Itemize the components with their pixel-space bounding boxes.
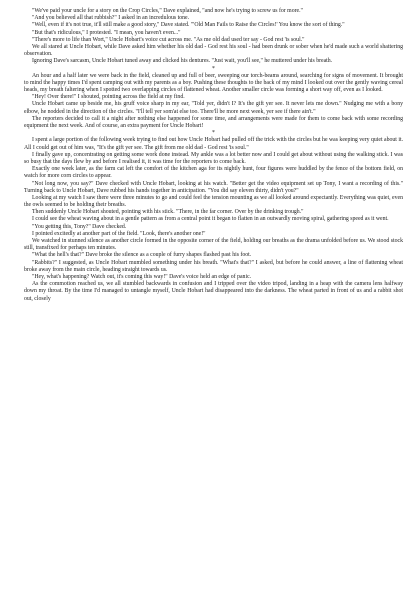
body-paragraph: "Rabbits?" I suggested, as Uncle Hobart mumbled something under his breath. "What's that?" I asked, but before he could answer, a line of flattening wheat broke away from the main circle, heading straight towards us. — [24, 259, 403, 273]
body-paragraph: I pointed excitedly at another part of the field. "Look, there's another one!" — [32, 230, 206, 237]
body-paragraph: An hour and a half later we were back in the field, cleaned up and full of beer, sweeping our torch-beams around, searching for signs of movement. It brought to mind the happy times I'd spent camping out with my parents as a boy. Pushing these thoughts to the back of my mind I looked out over the gently waving cereal heads, my breath faltering when I spotted two overlapping circles of flattened wheat. Another smaller circle was forming a short way off, even as I looked. — [24, 72, 403, 94]
body-paragraph: We all stared at Uncle Hobart, while Dave asked him whether his old dad - God rest his soul - had been drunk or sober when he'd made such a world shattering observation. — [24, 43, 403, 58]
body-paragraph: "What the hell's that?" Dave broke the silence as a couple of furry shapes flashed past his foot. — [32, 252, 252, 259]
body-paragraph: Ignoring Dave's sarcasm, Uncle Hobart tuned away and clicked his dentures. "Just wait, you'll see," he muttered under his breath. — [32, 58, 333, 65]
body-paragraph: I spent a large portion of the following week trying to find out how Uncle Hobart had pulled off the trick with the circles but he was keeping very quiet about it. All I could get out of him was, "It's the gift yer see. The gift from me old dad - God rest 'is soul." — [24, 137, 404, 151]
body-paragraph: The reporters decided to call it a night after nothing else happened for some time, and arrangements were made for them to come back with some recording equipment the next week. And of course, an extra payment for Uncle Hobart! — [24, 115, 403, 129]
body-paragraph: As the commotion reached us, we all stumbled backwards in confusion and I tripped over the video tripod, landing in a heap with the camera lens halfway down my throat. By the time I'd managed to untangle myself, Uncle Hobart had disappeared into the darkness. The wheat parted in front of us and a rabbit shot out, closely — [24, 281, 403, 302]
body-paragraph: Then suddenly Uncle Hobart shouted, pointing with his stick. "There, in the far corner. Over by the drinking trough." — [32, 209, 304, 216]
body-paragraph: "Not long now, you say?" Dave checked with Uncle Hobart, looking at his watch. "Better get the video equipment set up Tony, I want a recording of this." Turning back to Uncle Hobart, Dave rubbed his hands together in anticipation. "You did say eleven thirty, didn't you?" — [24, 180, 403, 194]
body-paragraph: I could see the wheat waving about in a gentle pattern as from a central point it began to flatten in an outwardly moving spiral, gathering speed as it went. — [32, 216, 389, 223]
body-paragraph: "Well, even if it's not true, it'll still make a good story," Dave stated. "'Old Man Fails to Raise the Circles!' You know the sort of thing." — [32, 22, 345, 29]
body-paragraph: Uncle Hobart came up beside me, his gruff voice sharp in my ear, "Told yer, didn't I? It's the gift yer see. It never lets me down." Nudging me with a bony elbow, he nodded in the direction of the circles. "I'll tell yer som'at else too. There'll be more next week, yer see if there ain't." — [24, 101, 403, 115]
body-paragraph: "But that's ridiculous," I protested. "I mean, you haven't even..." — [32, 29, 181, 36]
body-paragraph: "You getting this, Tony?" Dave checked. — [32, 223, 127, 230]
section-separator: * — [212, 65, 215, 72]
body-paragraph: We watched in stunned silence as another circle formed in the opposite corner of the field, holding our breaths as the drama unfolded before us. We stood stock still, transfixed for perhaps ten minutes. — [24, 238, 403, 252]
body-paragraph: Exactly one week later, as the farm cat left the comfort of the kitchen aga for its nightly hunt, four figures were huddled by the fence of the bottom field, on watch for more corn circles to appear. — [24, 166, 403, 180]
body-paragraph: Looking at my watch I saw there were three minutes to go and could feel the tension mounting as we all looked around expectantly. Everything was quiet, even the owls seemed to be holding their breaths. — [24, 194, 403, 209]
section-separator: * — [212, 130, 215, 137]
body-paragraph: "We've paid your uncle for a story on the Crop Circles," Dave explained, "and now he's trying to screw us for more." — [32, 8, 303, 14]
body-paragraph: "And you believed all that rubbish?" I asked in an incredulous tone. — [32, 15, 190, 22]
body-paragraph: "Hey! Over there!" I shouted, pointing across the field at my find. — [32, 94, 185, 101]
body-paragraph: "Hey, what's happening? Watch out, it's coming this way!" Dave's voice held an edge of panic. — [32, 273, 252, 280]
body-paragraph: "There's more to life than Wort," Uncle Hobart's voice cut across me. "As me old dad used ter say - God rest 'is soul." — [32, 36, 305, 43]
body-paragraph: I finally gave up, concentrating on getting some work done instead. My ankle was a lot better now and I could get about without using the walking stick. I was so busy that the days flew by and before I realised it, it was time for the reporters to come back. — [24, 151, 403, 165]
